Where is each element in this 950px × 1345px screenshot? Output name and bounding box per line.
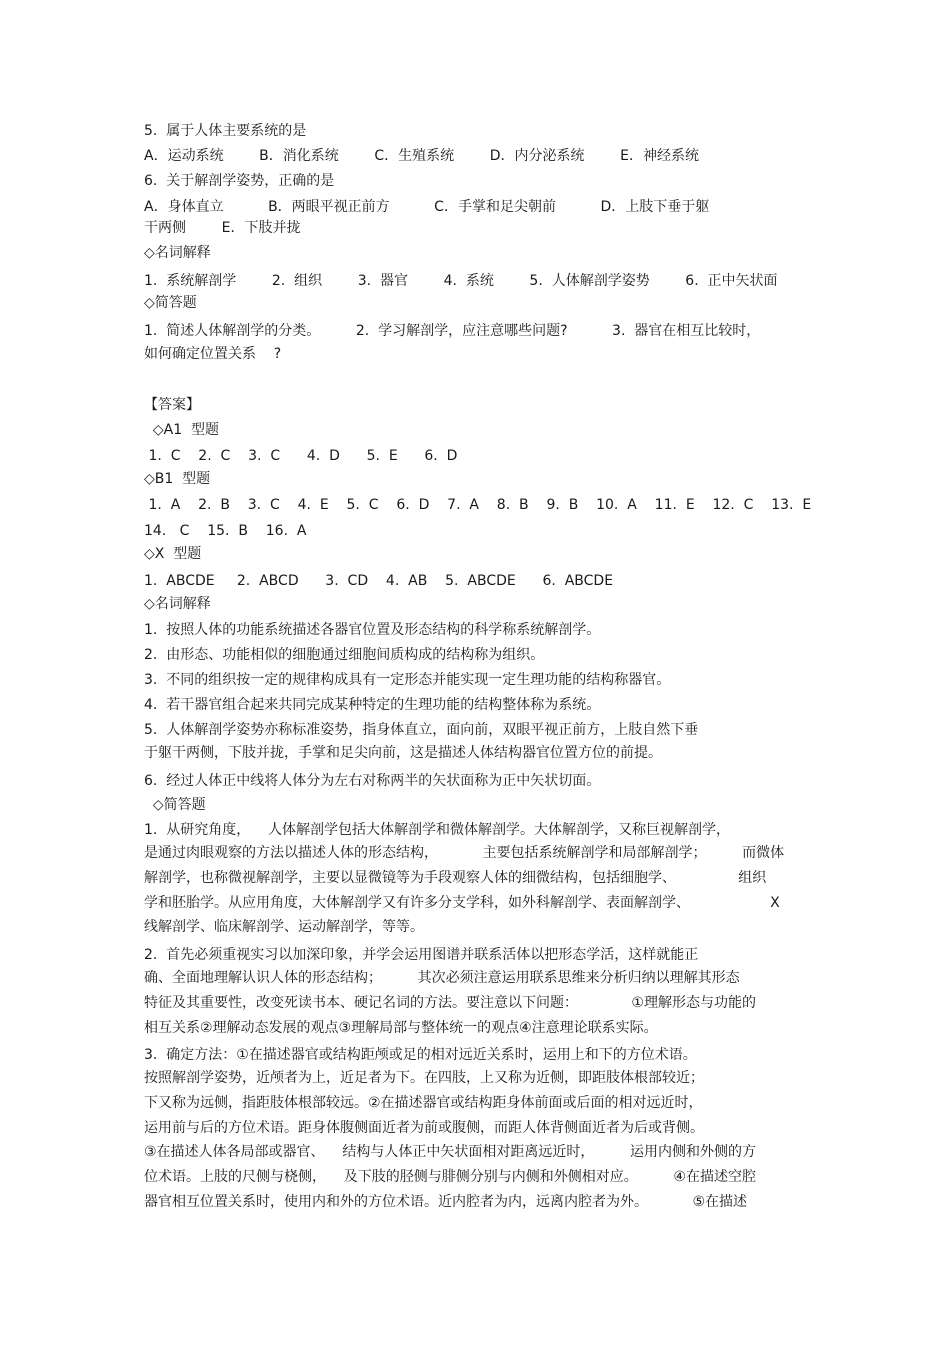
- a1-heading: ◇A1 型题: [144, 422, 220, 438]
- answer-short-line: 线解剖学、临床解剖学、运动解剖学，等等。: [144, 919, 424, 935]
- answer-term-line: 2. 由形态、功能相似的细胞通过细胞间质构成的结构称为组织。: [144, 647, 545, 663]
- a1-answers: 1. C 2. C 3. C 4. D 5. E 6. D: [144, 448, 458, 464]
- question-6-options: A．身体直立 B．两眼平视正前方 C．手掌和足尖朝前 D．上肢下垂于躯: [144, 199, 710, 215]
- answer-short-line: 器官相互位置关系时，使用内和外的方位术语。近内腔者为内，远离内腔者为外。 ⑤在描述: [144, 1194, 748, 1210]
- answer-short-line: 2. 首先必须重视实习以加深印象，并学会运用图谱并联系活体以把形态学活，这样就能正: [144, 947, 699, 963]
- answer-short-line: 按照解剖学姿势，近颅者为上，近足者为下。在四肢，上又称为近侧，即距肢体根部较近；: [144, 1070, 704, 1086]
- answer-term-line: 4. 若干器官组合起来共同完成某种特定的生理功能的结构整体称为系统。: [144, 697, 601, 713]
- answer-short-line: 确、全面地理解认识人体的形态结构； 其次必须注意运用联系思维来分析归纳以理解其形态: [144, 970, 740, 986]
- answer-term-line: 3. 不同的组织按一定的规律构成具有一定形态并能实现一定生理功能的结构称器官。: [144, 672, 671, 688]
- answer-term-line: 6. 经过人体正中线将人体分为左右对称两半的矢状面称为正中矢状切面。: [144, 773, 601, 789]
- x-heading: ◇X 型题: [144, 546, 202, 562]
- question-6-options-cont: 干两侧 E．下肢并拢: [144, 220, 301, 236]
- short-items-line1: 1. 简述人体解剖学的分类。 2. 学习解剖学，应注意哪些问题? 3. 器官在相互比较时，: [144, 323, 761, 339]
- answer-short-line: 学和胚胎学。从应用角度，大体解剖学又有许多分支学科，如外科解剖学、表面解剖学、 X: [144, 895, 780, 911]
- answer-short-line: 相互关系②理解动态发展的观点③理解局部与整体统一的观点④注意理论联系实际。: [144, 1020, 658, 1036]
- answer-term-line: 5. 人体解剖学姿势亦称标准姿势，指身体直立，面向前，双眼平视正前方，上肢自然下垂: [144, 722, 699, 738]
- question-5: 5. 属于人体主要系统的是: [144, 123, 307, 139]
- answer-short-line: ③在描述人体各局部或器官、 结构与人体正中矢状面相对距离远近时， 运用内侧和外侧的方: [144, 1144, 756, 1160]
- answer-short-line: 1. 从研究角度， 人体解剖学包括大体解剖学和微体解剖学。大体解剖学，又称巨视解剖学，: [144, 822, 731, 838]
- answer-short-line: 运用前与后的方位术语。距身体腹侧面近者为前或腹侧，而距人体背侧面近者为后或背侧。: [144, 1120, 704, 1136]
- answer-term-line: 于躯干两侧，下肢并拢，手掌和足尖向前，这是描述人体结构器官位置方位的前提。: [144, 745, 662, 761]
- answer-term-line: 1. 按照人体的功能系统描述各器官位置及形态结构的科学称系统解剖学。: [144, 622, 601, 638]
- answers-heading: 【答案】: [144, 397, 200, 413]
- b1-answers-line2: 14. C 15. B 16. A: [144, 523, 307, 539]
- terms-items: 1. 系统解剖学 2. 组织 3. 器官 4. 系统 5. 人体解剖学姿势 6. 正中矢状面: [144, 273, 778, 289]
- question-5-options: A．运动系统 B．消化系统 C．生殖系统 D．内分泌系统 E．神经系统: [144, 148, 699, 164]
- answer-short-line: 特征及其重要性，改变死读书本、硬记名词的方法。要注意以下问题： ①理解形态与功能的: [144, 995, 756, 1011]
- answer-short-line: 是通过肉眼观察的方法以描述人体的形态结构， 主要包括系统解剖学和局部解剖学； 而微体: [144, 845, 785, 861]
- question-6: 6. 关于解剖学姿势，正确的是: [144, 173, 335, 189]
- answer-short-line: 位术语。上肢的尺侧与桡侧， 及下肢的胫侧与腓侧分别与内侧和外侧相对应。 ④在描述空腔: [144, 1169, 756, 1185]
- answer-short-heading: ◇简答题: [144, 797, 206, 813]
- answer-short-line: 下又称为远侧，指距肢体根部较远。②在描述器官或结构距身体前面或后面的相对远近时，: [144, 1095, 703, 1111]
- terms-heading: ◇名词解释: [144, 245, 211, 261]
- short-items-line2: 如何确定位置关系 ?: [144, 346, 282, 362]
- x-answers: 1. ABCDE 2. ABCD 3. CD 4. AB 5. ABCDE 6. ABCDE: [144, 573, 614, 589]
- answer-short-line: 解剖学，也称微视解剖学，主要以显微镜等为手段观察人体的细微结构，包括细胞学、 组织: [144, 870, 767, 886]
- b1-heading: ◇B1 型题: [144, 471, 211, 487]
- answer-short-line: 3. 确定方法：①在描述器官或结构距颅或足的相对远近关系时，运用上和下的方位术语。: [144, 1047, 697, 1063]
- short-heading: ◇简答题: [144, 295, 197, 311]
- answer-terms-heading: ◇名词解释: [144, 596, 211, 612]
- b1-answers-line1: 1. A 2. B 3. C 4. E 5. C 6. D 7. A 8. B 9. B 10. A 11. E 12. C 13. E: [144, 497, 812, 513]
